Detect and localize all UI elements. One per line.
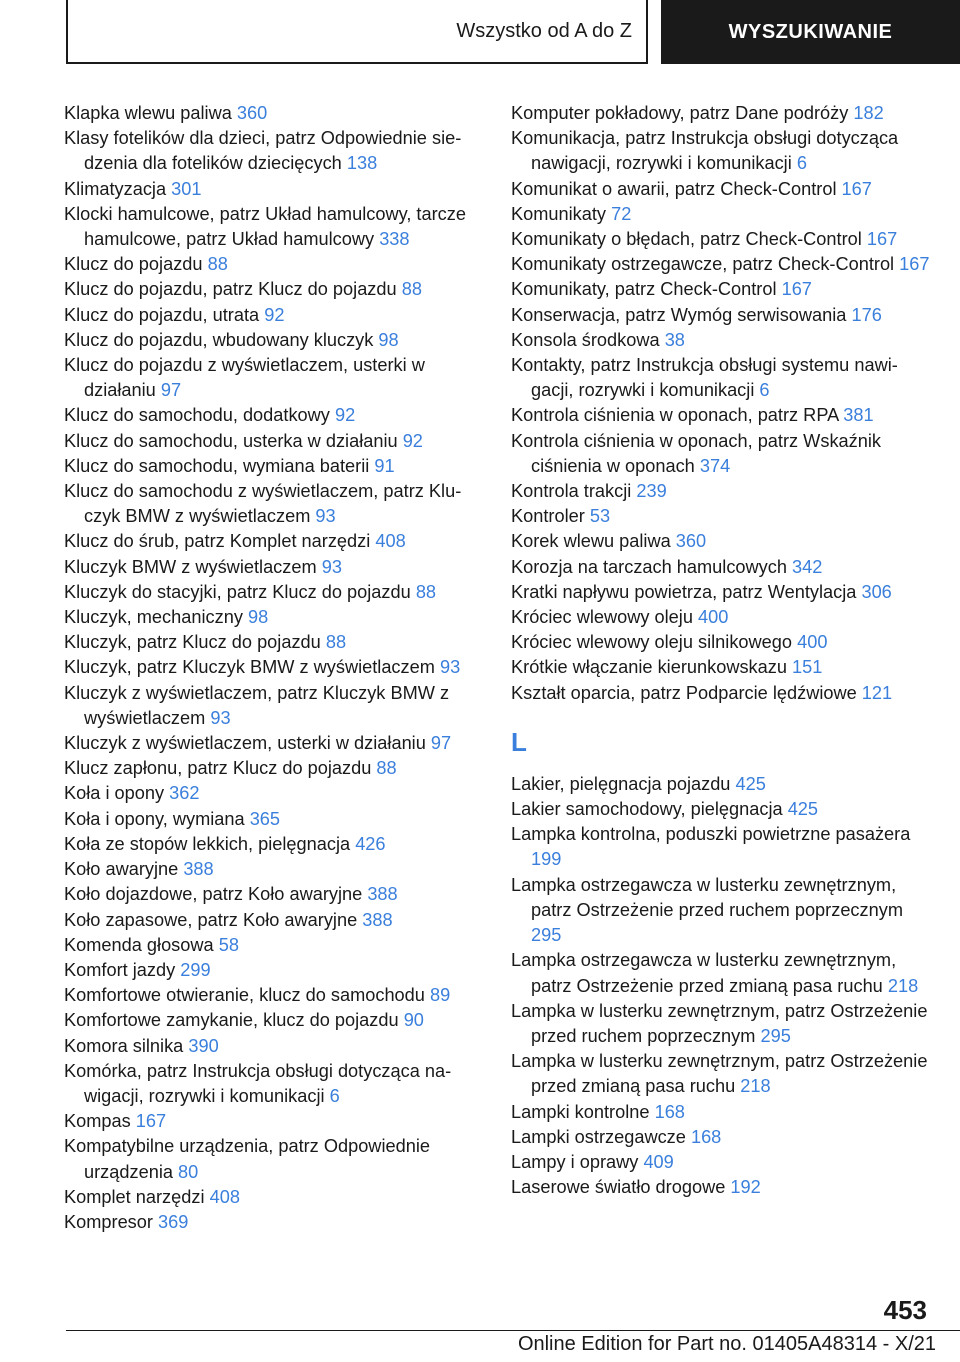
index-entry-term: Koła ze stopów lekkich, pielęgnacja bbox=[64, 833, 351, 854]
index-entry-page-link[interactable]: 218 bbox=[740, 1076, 771, 1097]
index-entry bbox=[511, 655, 931, 680]
index-entry-page-link[interactable]: 88 bbox=[325, 632, 347, 653]
index-entry-page-link[interactable]: 388 bbox=[362, 909, 393, 930]
index-entry-term: Koła i opony, wymiana bbox=[64, 808, 245, 829]
index-entry-term: Lampka ostrzegawcza w lusterku zewnętrznym, patrz Ostrzeżenie przed zmianą pasa ruchu bbox=[511, 950, 897, 996]
index-entry bbox=[511, 529, 931, 554]
index-entry-page-link[interactable]: 38 bbox=[664, 329, 685, 350]
index-entry bbox=[64, 555, 484, 580]
index-entry-page-link[interactable]: 400 bbox=[698, 607, 729, 628]
index-entry-page-link[interactable]: 6 bbox=[796, 153, 807, 174]
index-entry-page-link[interactable]: 369 bbox=[158, 1211, 189, 1232]
index-entry-page-link[interactable]: 199 bbox=[531, 849, 562, 870]
index-entry-term: Komunikaty ostrzegawcze, patrz Check-Control bbox=[511, 254, 895, 275]
index-entry-term: Kontrola trakcji bbox=[511, 481, 632, 502]
index-column-left bbox=[64, 101, 484, 1235]
index-entry bbox=[64, 529, 484, 554]
index-entry-term: Lampka w lusterku zewnętrznym, patrz Ostrzeżenie przed zmianą pasa ruchu bbox=[511, 1051, 928, 1097]
index-entry-term: Lampki ostrzegawcze bbox=[511, 1126, 686, 1147]
index-entry bbox=[64, 202, 484, 252]
index-entry bbox=[64, 403, 484, 428]
index-entry-term: Komunikat o awarii, patrz Check-Control bbox=[511, 178, 837, 199]
index-entry bbox=[511, 353, 931, 403]
index-entry bbox=[511, 126, 931, 176]
index-entry bbox=[64, 454, 484, 479]
index-entry bbox=[64, 983, 484, 1008]
index-entry-page-link[interactable]: 338 bbox=[379, 229, 410, 250]
index-entry bbox=[64, 781, 484, 806]
index-entry-term: Klocki hamulcowe, patrz Układ hamulcowy, tarcze hamulcowe, patrz Układ hamulcowy bbox=[64, 203, 466, 250]
index-entry-term: Korek wlewu paliwa bbox=[511, 531, 671, 552]
index-entry-term: Laserowe światło drogowe bbox=[511, 1177, 726, 1198]
index-entry bbox=[64, 177, 484, 202]
index-entry-page-link[interactable]: 93 bbox=[210, 707, 231, 728]
index-entry bbox=[511, 1125, 931, 1150]
index-entry-term: Kompresor bbox=[64, 1211, 153, 1232]
index-entry-term: Kluczyk, patrz Klucz do pojazdu bbox=[64, 632, 321, 653]
index-entry-page-link[interactable]: 425 bbox=[735, 773, 766, 794]
index-entry-page-link[interactable]: 91 bbox=[374, 455, 395, 476]
index-entry-term: Komora silnika bbox=[64, 1035, 184, 1056]
index-entry-page-link[interactable]: 362 bbox=[169, 783, 200, 804]
index-entry bbox=[511, 504, 931, 529]
index-entry-term: Komputer pokładowy, patrz Dane podróży bbox=[511, 103, 849, 123]
index-entry-page-link[interactable]: 168 bbox=[690, 1126, 722, 1147]
index-entry-term: Klucz do samochodu z wyświetlaczem, patrz Kluczyk BMW z wyświetlaczem bbox=[64, 481, 462, 527]
index-entry-term: Kluczyk do stacyjki, patrz Klucz do pojazdu bbox=[64, 581, 411, 602]
index-entry bbox=[64, 882, 484, 907]
index-entry bbox=[64, 605, 484, 630]
index-entry bbox=[511, 403, 931, 428]
index-entry-page-link[interactable]: 72 bbox=[611, 203, 632, 224]
index-entry-page-link[interactable]: 90 bbox=[403, 1010, 424, 1031]
index-entry bbox=[64, 1034, 484, 1059]
index-entry bbox=[511, 202, 931, 227]
tab-search-label: WYSZUKIWANIE bbox=[728, 20, 893, 43]
index-entry-page-link[interactable]: 218 bbox=[887, 975, 919, 996]
index-entry bbox=[64, 933, 484, 958]
index-entry bbox=[64, 126, 484, 176]
index-entry bbox=[511, 1049, 931, 1099]
index-entry-page-link[interactable]: 93 bbox=[439, 657, 461, 678]
index-entry bbox=[64, 807, 484, 832]
index-entry bbox=[511, 1150, 931, 1175]
index-entry-term: Króciec wlewowy oleju bbox=[511, 607, 693, 628]
index-entry-page-link[interactable]: 167 bbox=[135, 1111, 167, 1132]
index-entry bbox=[511, 555, 931, 580]
index-entry-page-link[interactable]: 408 bbox=[375, 531, 406, 552]
index-entry-term: Komenda głosowa bbox=[64, 934, 214, 955]
index-entry bbox=[511, 429, 931, 479]
index-entry-term: Komunikaty, patrz Check-Control bbox=[511, 279, 777, 300]
index-entry-term: Lakier, pielęgnacja pojazdu bbox=[511, 773, 731, 794]
index-entry bbox=[64, 328, 484, 353]
index-entry bbox=[511, 797, 931, 822]
tab-index-a-z[interactable] bbox=[66, 0, 648, 64]
index-entry bbox=[511, 277, 931, 302]
index-entry bbox=[511, 605, 931, 630]
index-entry-page-link[interactable]: 400 bbox=[797, 632, 828, 653]
index-entry bbox=[511, 1175, 931, 1200]
index-entry-page-link[interactable]: 295 bbox=[760, 1025, 791, 1046]
index-entry-page-link[interactable]: 374 bbox=[699, 455, 731, 476]
index-entry bbox=[64, 1134, 484, 1184]
index-entry-page-link[interactable]: 151 bbox=[792, 657, 823, 678]
index-entry bbox=[511, 177, 931, 202]
index-column-right bbox=[511, 101, 931, 1200]
index-entry-term: Kratki napływu powietrza, patrz Wentylacja bbox=[511, 581, 857, 602]
index-entry bbox=[511, 999, 931, 1049]
index-entry-term: Komórka, patrz Instrukcja obsługi dotycząca nawigacji, rozrywki i komunikacji bbox=[64, 1060, 452, 1106]
index-entry-page-link[interactable]: 98 bbox=[378, 329, 399, 350]
index-entry bbox=[511, 948, 931, 998]
index-entry bbox=[511, 822, 931, 872]
index-entry-page-link[interactable]: 425 bbox=[787, 799, 819, 820]
index-entry bbox=[511, 772, 931, 797]
index-entry bbox=[64, 1059, 484, 1109]
index-entry bbox=[64, 353, 484, 403]
index-entry-term: Koło awaryjne bbox=[64, 859, 179, 880]
index-entry-page-link[interactable]: 92 bbox=[334, 405, 356, 426]
index-entry-page-link[interactable]: 167 bbox=[866, 229, 898, 250]
index-entry bbox=[64, 1210, 484, 1235]
index-entry bbox=[64, 731, 484, 756]
index-entry bbox=[64, 303, 484, 328]
tab-index-label: Wszystko od A do Z bbox=[456, 19, 632, 42]
index-entry-page-link[interactable]: 192 bbox=[730, 1177, 761, 1198]
index-entry-term: Kontroler bbox=[511, 506, 585, 527]
index-entry bbox=[511, 681, 931, 706]
index-entry-term: Kompas bbox=[64, 1111, 131, 1132]
tab-search[interactable] bbox=[661, 0, 960, 64]
index-entry-term: Koło zapasowe, patrz Koło awaryjne bbox=[64, 909, 358, 930]
index-entry-term: Klasy fotelików dla dzieci, patrz Odpowiednie siedzenia dla fotelików dziecięcych bbox=[64, 128, 462, 174]
index-entry bbox=[511, 101, 931, 126]
index-entry-page-link[interactable]: 92 bbox=[402, 430, 423, 451]
index-entry-term: Komunikaty o błędach, patrz Check-Control bbox=[511, 229, 862, 250]
index-entry-page-link[interactable]: 381 bbox=[843, 405, 874, 426]
index-entry bbox=[511, 328, 931, 353]
index-entry bbox=[511, 630, 931, 655]
index-entry bbox=[511, 252, 931, 277]
index-entry bbox=[64, 655, 484, 680]
index-entry-page-link[interactable]: 93 bbox=[315, 506, 336, 527]
index-entry-term: Klucz do samochodu, wymiana baterii bbox=[64, 455, 370, 476]
index-entry bbox=[511, 227, 931, 252]
index-entry-page-link[interactable]: 88 bbox=[415, 581, 437, 602]
index-entry-page-link[interactable]: 167 bbox=[841, 178, 872, 199]
page-number: 453 bbox=[883, 1295, 927, 1325]
index-entry-page-link[interactable]: 299 bbox=[180, 959, 211, 980]
index-entry-term: Korozja na tarczach hamulcowych bbox=[511, 556, 787, 577]
index-entry-page-link[interactable]: 182 bbox=[853, 103, 884, 123]
index-entry-page-link[interactable]: 365 bbox=[249, 808, 281, 829]
index-entry bbox=[64, 1008, 484, 1033]
index-entry-term: Komfortowe otwieranie, klucz do samochodu bbox=[64, 985, 425, 1006]
section-letter: L bbox=[511, 726, 527, 757]
index-entry-page-link[interactable]: 301 bbox=[171, 178, 202, 199]
index-entry-page-link[interactable]: 97 bbox=[430, 733, 452, 754]
index-entry-page-link[interactable]: 80 bbox=[178, 1161, 199, 1182]
index-entry-page-link[interactable]: 88 bbox=[207, 254, 228, 275]
index-entry bbox=[64, 832, 484, 857]
index-entry-term: Koła i opony bbox=[64, 783, 165, 804]
index-entry-page-link[interactable]: 360 bbox=[675, 531, 707, 552]
index-entry-term: Kluczyk, patrz Kluczyk BMW z wyświetlaczem bbox=[64, 657, 435, 678]
index-entry-term: Kontrola ciśnienia w oponach, patrz RPA bbox=[511, 405, 839, 426]
index-entry-page-link[interactable]: 97 bbox=[160, 380, 182, 401]
index-entry-page-link[interactable]: 390 bbox=[188, 1035, 219, 1056]
index-section-l bbox=[511, 772, 931, 1200]
index-entry bbox=[64, 681, 484, 731]
index-entry-term: Lampki kontrolne bbox=[511, 1101, 650, 1122]
index-entry bbox=[511, 1100, 931, 1125]
index-entry-page-link[interactable]: 6 bbox=[759, 380, 770, 401]
index-entry-term: Komplet narzędzi bbox=[64, 1186, 205, 1207]
index-entry-page-link[interactable]: 388 bbox=[183, 859, 214, 880]
index-entry-page-link[interactable]: 176 bbox=[851, 304, 882, 325]
index-entry bbox=[511, 580, 931, 605]
index-entry-page-link[interactable]: 138 bbox=[346, 153, 378, 174]
index-section-k bbox=[511, 101, 931, 706]
index-entry-term: Krótkie włączanie kierunkowskazu bbox=[511, 657, 787, 678]
index-entry-page-link[interactable]: 92 bbox=[264, 304, 285, 325]
index-entry-term: Kluczyk BMW z wyświetlaczem bbox=[64, 556, 317, 577]
index-entry-page-link[interactable]: 88 bbox=[376, 758, 397, 779]
index-entry-page-link[interactable]: 239 bbox=[636, 481, 667, 502]
index-entry-page-link[interactable]: 426 bbox=[355, 833, 386, 854]
index-entry bbox=[64, 908, 484, 933]
index-entry-page-link[interactable]: 295 bbox=[531, 925, 562, 946]
index-entry-term: Komunikaty bbox=[511, 203, 607, 224]
index-entry-page-link[interactable]: 93 bbox=[321, 556, 342, 577]
index-entry bbox=[511, 303, 931, 328]
index-entry bbox=[64, 252, 484, 277]
index-entry-page-link[interactable]: 167 bbox=[899, 254, 930, 275]
index-entry-term: Klucz do pojazdu, utrata bbox=[64, 304, 260, 325]
index-entry-term: Lakier samochodowy, pielęgnacja bbox=[511, 799, 783, 820]
index-entry bbox=[64, 958, 484, 983]
index-entry-term: Klucz do samochodu, dodatkowy bbox=[64, 405, 330, 426]
index-entry-term: Komunikacja, patrz Instrukcja obsługi dotycząca nawigacji, rozrywki i komunikacji bbox=[511, 128, 899, 174]
index-entry-term: Klucz do samochodu, usterka w działaniu bbox=[64, 430, 398, 451]
index-entry-page-link[interactable]: 98 bbox=[247, 607, 269, 628]
index-entry-term: Klucz do pojazdu bbox=[64, 254, 203, 275]
index-entry-term: Kontakty, patrz Instrukcja obsługi systemu nawigacji, rozrywki i komunikacji bbox=[511, 355, 898, 401]
index-entry-term: Kluczyk z wyświetlaczem, patrz Kluczyk BMW z wyświetlaczem bbox=[64, 682, 450, 728]
index-entry-page-link[interactable]: 53 bbox=[589, 506, 611, 527]
index-entry-page-link[interactable]: 167 bbox=[781, 279, 812, 300]
index-entry-term: Kompatybilne urządzenia, patrz Odpowiednie urządzenia bbox=[64, 1136, 430, 1182]
index-entry-term: Kluczyk, mechaniczny bbox=[64, 607, 243, 628]
index-entry-term: Komfortowe zamykanie, klucz do pojazdu bbox=[64, 1010, 399, 1031]
index-entry-page-link[interactable]: 168 bbox=[654, 1101, 685, 1122]
index-entry-term: Klucz zapłonu, patrz Klucz do pojazdu bbox=[64, 758, 372, 779]
index-entry-page-link[interactable]: 360 bbox=[236, 103, 268, 123]
index-entry-term: Konsola środkowa bbox=[511, 329, 660, 350]
index-entry-term: Kontrola ciśnienia w oponach, patrz Wskaźnik ciśnienia w oponach bbox=[511, 430, 881, 476]
index-entry-term: Konserwacja, patrz Wymóg serwisowania bbox=[511, 304, 847, 325]
index-entry-page-link[interactable]: 89 bbox=[429, 985, 451, 1006]
index-entry-page-link[interactable]: 6 bbox=[329, 1085, 340, 1106]
index-entry-term: Klucz do śrub, patrz Komplet narzędzi bbox=[64, 531, 371, 552]
index-entry-term: Klucz do pojazdu, wbudowany kluczyk bbox=[64, 329, 374, 350]
index-entry-term: Lampka kontrolna, poduszki powietrzne pasażera bbox=[511, 824, 911, 845]
index-entry-page-link[interactable]: 88 bbox=[401, 279, 422, 300]
index-entry-page-link[interactable]: 388 bbox=[367, 884, 398, 905]
footer-divider bbox=[66, 1330, 960, 1331]
index-entry-page-link[interactable]: 342 bbox=[792, 556, 823, 577]
index-entry-term: Kształt oparcia, patrz Podparcie lędźwiowe bbox=[511, 682, 857, 703]
index-entry-term: Lampka w lusterku zewnętrznym, patrz Ostrzeżenie przed ruchem poprzecznym bbox=[511, 1000, 928, 1046]
index-entry bbox=[64, 479, 484, 529]
index-entry-term: Klucz do pojazdu z wyświetlaczem, usterki w działaniu bbox=[64, 355, 425, 401]
index-entry-term: Koło dojazdowe, patrz Koło awaryjne bbox=[64, 884, 363, 905]
index-entry bbox=[511, 479, 931, 504]
index-entry bbox=[64, 1109, 484, 1134]
index-entry-term: Lampka ostrzegawcza w lusterku zewnętrznym, patrz Ostrzeżenie przed ruchem poprzecznym bbox=[511, 874, 903, 920]
footer-edition-text: Online Edition for Part no. 01405A48314 - X/21 bbox=[517, 1333, 936, 1355]
index-entry-page-link[interactable]: 408 bbox=[209, 1186, 240, 1207]
index-entry-page-link[interactable]: 409 bbox=[643, 1151, 674, 1172]
index-entry bbox=[64, 101, 484, 126]
index-entry-term: Kluczyk z wyświetlaczem, usterki w działaniu bbox=[64, 733, 426, 754]
index-entry-term: Lampy i oprawy bbox=[511, 1151, 639, 1172]
index-entry bbox=[511, 873, 931, 949]
index-entry bbox=[64, 857, 484, 882]
index-entry bbox=[64, 429, 484, 454]
index-entry bbox=[64, 580, 484, 605]
index-entry-page-link[interactable]: 306 bbox=[861, 581, 892, 602]
index-entry-term: Klapka wlewu paliwa bbox=[64, 103, 232, 123]
index-entry-page-link[interactable]: 58 bbox=[218, 934, 239, 955]
index-entry bbox=[64, 1185, 484, 1210]
index-entry-term: Klimatyzacja bbox=[64, 178, 167, 199]
index-entry-term: Komfort jazdy bbox=[64, 959, 176, 980]
index-entry bbox=[64, 277, 484, 302]
index-entry bbox=[64, 756, 484, 781]
index-entry-term: Klucz do pojazdu, patrz Klucz do pojazdu bbox=[64, 279, 397, 300]
index-entry-page-link[interactable]: 121 bbox=[861, 682, 893, 703]
index-entry bbox=[64, 630, 484, 655]
index-entry-term: Króciec wlewowy oleju silnikowego bbox=[511, 632, 793, 653]
